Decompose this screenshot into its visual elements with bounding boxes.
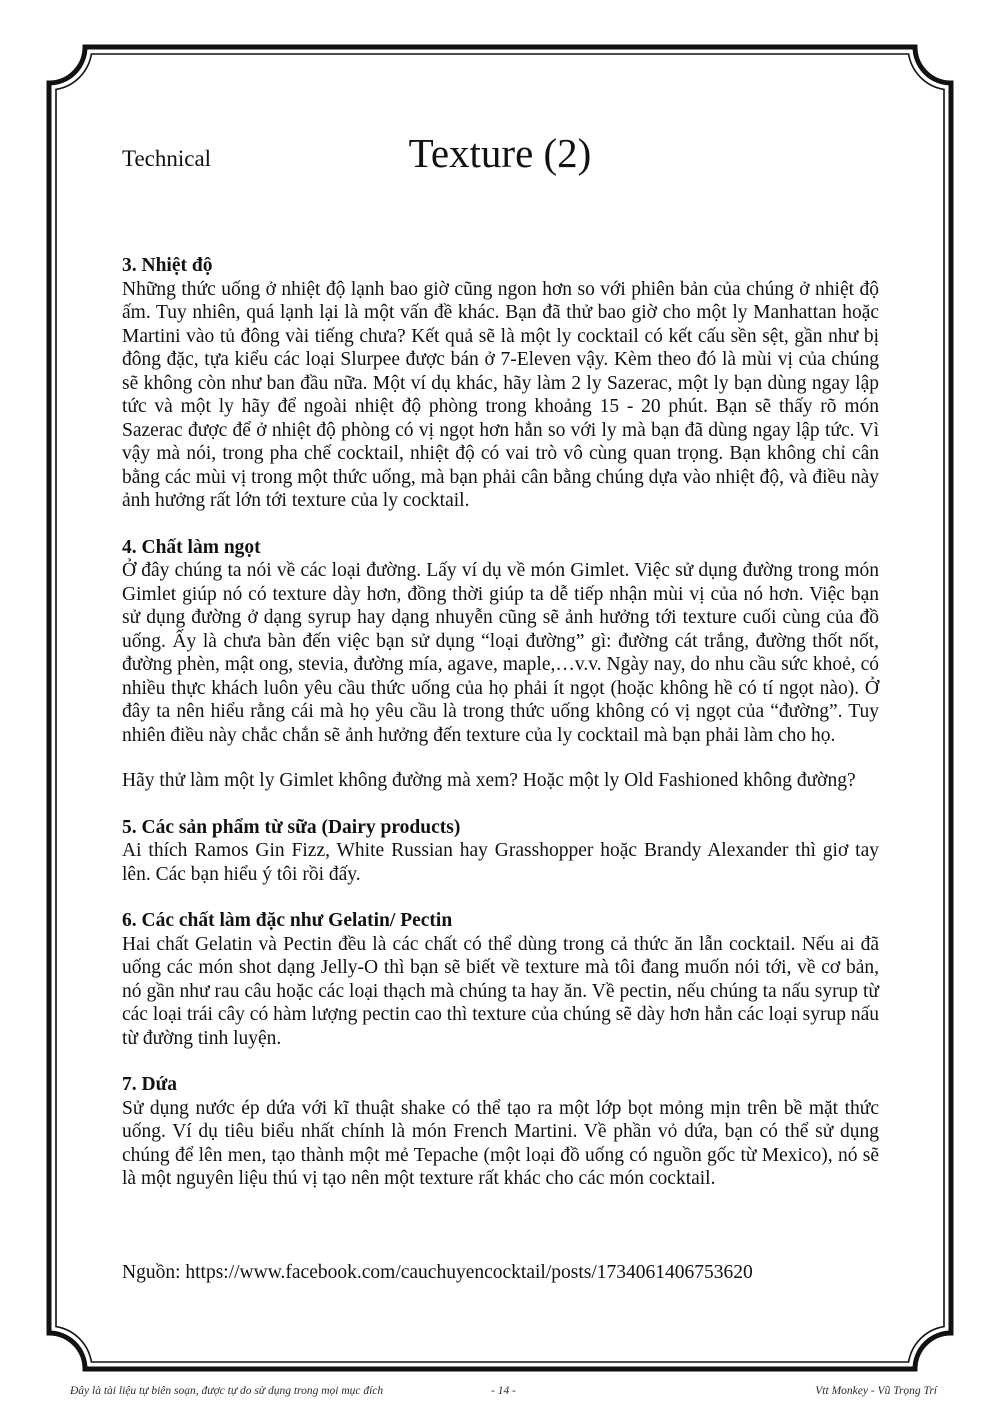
section-paragraph: Những thức uống ở nhiệt độ lạnh bao giờ cũng ngon hơn so với phiên bản của chúng ở nhiệt độ ấm. Tuy nhiên, quá lạnh lại là một vấn đề khác. Bạn đã thử bao giờ cho một ly Manhattan hoặc Martini vào tủ đông vài tiếng chưa? Kết quả sẽ là một ly cocktail có kết cấu sền sệt, gần như bị đông đặc, tựa kiểu các loại Slurpee được bán ở 7-Eleven vậy. Kèm theo đó là mùi vị của chúng sẽ không còn như ban đầu nữa. Một ví dụ khác, hãy làm 2 ly Sazerac, một ly bạn dùng ngay lập tức và một ly hãy để ngoài nhiệt độ phòng trong khoảng 15 - 20 phút. Bạn sẽ thấy rõ món Sazerac được để ở nhiệt độ phòng có vị ngọt hơn hẳn so với ly mà bạn đã dùng ngay lập tức. Vì vậy mà nói, trong pha chế cocktail, nhiệt độ có vai trò vô cùng quan trọng. Bạn không chỉ cân bằng các mùi vị trong một thức uống, mà bạn phải cân bằng chúng dựa vào nhiệt độ, và điều này ảnh hưởng rất lớn tới texture của ly cocktail.	[122, 278, 879, 511]
section-pineapple	[122, 1073, 879, 1191]
footer-author: Vtt Monkey - Vũ Trọng Trí	[815, 1385, 937, 1397]
section-paragraph: Ở đây chúng ta nói về các loại đường. Lấy ví dụ về món Gimlet. Việc sử dụng đường trong món Gimlet giúp nó có texture dày hơn, đồng thời giúp ta dễ tiếp nhận mùi vị của nó hơn. Việc bạn sử dụng đường ở dạng syrup hay dạng nhuyễn cũng sẽ ảnh hưởng tới texture cuối cùng của đồ uống. Ấy là chưa bàn đến việc bạn sử dụng “loại đường” gì: đường cát trắng, đường thốt nốt, đường phèn, mật ong, stevia, đường mía, agave, maple,…v.v. Ngày nay, do nhu cầu sức khoẻ, có nhiều thực khách luôn yêu cầu thức uống của họ phải ít ngọt (hoặc không hề có tí ngọt nào). Ở đây ta nên hiểu rằng cái mà họ yêu cầu là trong thức uống không có vị ngọt của “đường”. Tuy nhiên điều này chắc chắn sẽ ảnh hưởng đến texture của ly cocktail mà bạn phải làm cho họ.	[122, 560, 879, 746]
section-heading: 6. Các chất làm đặc như Gelatin/ Pectin	[122, 910, 453, 931]
section-paragraph: Hai chất Gelatin và Pectin đều là các chất có thể dùng trong cả thức ăn lẫn cocktail. Nếu ai đã uống các món shot dạng Jelly-O thì bạn sẽ biết về texture mà tôi đang muốn nói tới, về cơ bản, nó gần như rau câu hoặc các loại thạch mà chúng ta hay ăn. Về pectin, nếu chúng ta nấu syrup từ các loại trái cây có hàm lượng pectin cao thì texture của chúng sẽ dày hơn hẳn các loại syrup nấu từ đường tinh luyện.	[122, 933, 879, 1049]
page-number: - 14 -	[491, 1385, 516, 1397]
footer-disclaimer: Đây là tài liệu tự biên soạn, được tự do sử dụng trong mọi mục đích	[70, 1385, 384, 1397]
section-temperature	[122, 254, 879, 513]
section-dairy-products	[122, 816, 879, 887]
document-body	[122, 254, 879, 1284]
section-sweeteners	[122, 536, 879, 793]
section-heading: 3. Nhiệt độ	[122, 255, 213, 276]
section-paragraph: Ai thích Ramos Gin Fizz, White Russian hay Grasshopper hoặc Brandy Alexander thì giơ tay lên. Các bạn hiểu ý tôi rồi đấy.	[122, 840, 879, 885]
section-heading: 4. Chất làm ngọt	[122, 536, 261, 558]
page-footer	[70, 1384, 937, 1398]
section-paragraph: Hãy thử làm một ly Gimlet không đường mà xem? Hoặc một ly Old Fashioned không đường?	[122, 770, 856, 791]
page-title: Texture (2)	[408, 130, 592, 176]
section-gelatin-pectin	[122, 909, 879, 1050]
section-heading: 5. Các sản phẩm từ sữa (Dairy products)	[122, 816, 461, 838]
section-paragraph: Sử dụng nước ép dứa với kĩ thuật shake có thể tạo ra một lớp bọt mỏng mịn trên bề mặt thức uống. Ví dụ tiêu biểu nhất chính là món French Martini. Về phần vỏ dứa, bạn có thể sử dụng chúng để lên men, tạo thành một mẻ Tepache (một loại đồ uống có nguồn gốc từ Mexico), nó sẽ là một nguyên liệu thú vị tạo nên một texture rất khác cho các món cocktail.	[122, 1097, 879, 1189]
source-line: Nguồn: https://www.facebook.com/cauchuyencocktail/posts/1734061406753620	[122, 1261, 753, 1283]
section-heading: 7. Dứa	[122, 1074, 178, 1095]
header-label: Technical	[122, 146, 212, 171]
